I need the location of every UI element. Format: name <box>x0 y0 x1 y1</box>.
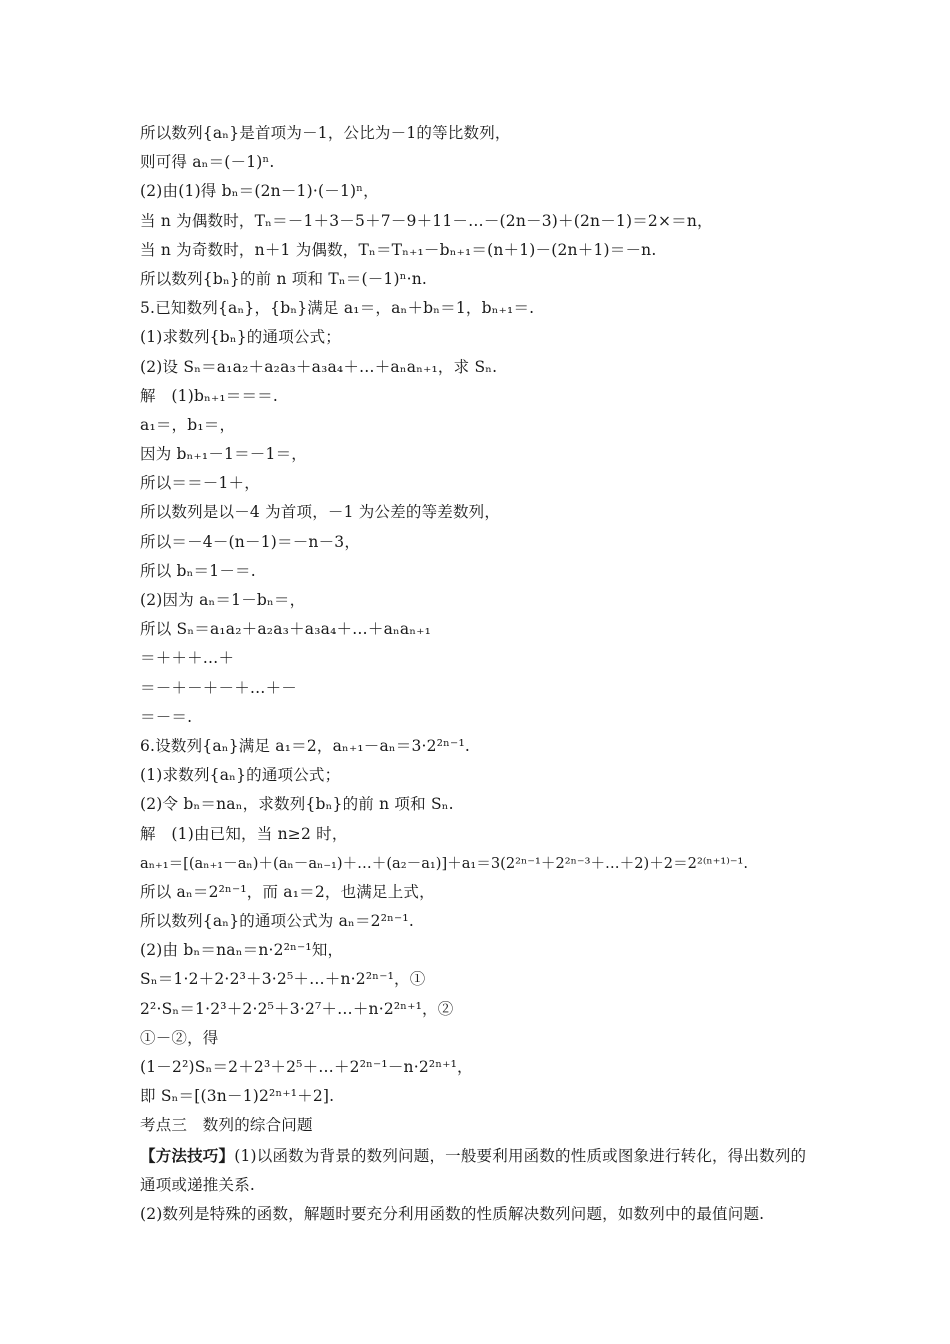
text-line: aₙ₊₁＝[(aₙ₊₁－aₙ)＋(aₙ－aₙ₋₁)＋…＋(a₂－a₁)]＋a₁＝3(2²ⁿ⁻¹＋2²ⁿ⁻³＋…＋2)＋2＝2²⁽ⁿ⁺¹⁾⁻¹. <box>140 854 749 872</box>
text-line: a₁＝，b₁＝， <box>140 415 236 434</box>
text-line: (2)因为 aₙ＝1－bₙ＝， <box>140 591 306 609</box>
text-line: 所以＝－4－(n－1)＝－n－3， <box>140 532 361 551</box>
text-line: 所以 aₙ＝2²ⁿ⁻¹，而 a₁＝2，也满足上式， <box>140 882 435 901</box>
text-line: (1)求数列{aₙ}的通项公式； <box>140 766 341 785</box>
text-line: 所以＝＝－1＋， <box>140 474 260 493</box>
method-tag: 【方法技巧】 <box>140 1145 235 1165</box>
solution-start: 解 (1)bₙ₊₁＝＝＝. <box>140 386 279 405</box>
text-line: ＝＋＋＋…＋ <box>140 649 235 668</box>
text-line: (2)设 Sₙ＝a₁a₂＋a₂a₃＋a₃a₄＋…＋aₙaₙ₊₁，求 Sₙ. <box>140 357 498 376</box>
text-line: 所以数列{bₙ}的前 n 项和 Tₙ＝(－1)ⁿ·n. <box>140 269 428 288</box>
text-line: Sₙ＝1·2＋2·2³＋3·2⁵＋…＋n·2²ⁿ⁻¹，① <box>140 970 426 989</box>
problem-5-statement: 5.已知数列{aₙ}，{bₙ}满足 a₁＝，aₙ＋bₙ＝1，bₙ₊₁＝. <box>140 299 535 318</box>
text-line: 即 Sₙ＝[(3n－1)2²ⁿ⁺¹＋2]. <box>140 1087 335 1106</box>
problem-6-statement: 6.设数列{aₙ}满足 a₁＝2，aₙ₊₁－aₙ＝3·2²ⁿ⁻¹. <box>140 736 470 755</box>
text-line: 所以 Sₙ＝a₁a₂＋a₂a₃＋a₃a₄＋…＋aₙaₙ₊₁ <box>140 620 432 639</box>
solution-start: 解 (1)由已知，当 n≥2 时， <box>140 824 348 843</box>
text-line: 2²·Sₙ＝1·2³＋2·2⁵＋3·2⁷＋…＋n·2²ⁿ⁺¹，② <box>140 999 454 1018</box>
text-line: (1－2²)Sₙ＝2＋2³＋2⁵＋…＋2²ⁿ⁻¹－n·2²ⁿ⁺¹， <box>140 1058 473 1076</box>
text-line: 所以 bₙ＝1－＝. <box>140 561 256 580</box>
text-line: 所以数列是以－4 为首项，－1 为公差的等差数列， <box>140 503 501 522</box>
text-line: (1)求数列{bₙ}的通项公式； <box>140 328 342 347</box>
text-line: 当 n 为奇数时，n＋1 为偶数，Tₙ＝Tₙ₊₁－bₙ₊₁＝(n＋1)－(2n＋1)＝－n. <box>140 240 657 259</box>
text-line: ＝－＋－＋－＋…＋－ <box>140 678 298 697</box>
text-line: 所以数列{aₙ}的通项公式为 aₙ＝2²ⁿ⁻¹. <box>140 912 414 931</box>
method-text-2: (2)数列是特殊的函数，解题时要充分利用函数的性质解决数列问题，如数列中的最值问题. <box>140 1204 765 1223</box>
text-line: ①－②，得 <box>140 1028 219 1047</box>
text-line: (2)由(1)得 bₙ＝(2n－1)·(－1)ⁿ， <box>140 182 379 201</box>
text-line: (2)由 bₙ＝naₙ＝n·2²ⁿ⁻¹知， <box>140 941 344 960</box>
method-tips <box>140 1141 820 1200</box>
document-page <box>140 119 820 1229</box>
text-line: (2)令 bₙ＝naₙ，求数列{bₙ}的前 n 项和 Sₙ. <box>140 795 454 814</box>
text-line: 所以数列{aₙ}是首项为－1，公比为－1的等比数列， <box>140 124 511 142</box>
text-line: 则可得 aₙ＝(－1)ⁿ. <box>140 153 275 172</box>
text-line: 因为 bₙ₊₁－1＝－1＝， <box>140 445 307 464</box>
text-line: ＝－＝. <box>140 707 193 726</box>
section-title: 考点三 数列的综合问题 <box>140 1116 313 1135</box>
method-text: (1)以函数为背景的数列问题，一般要利用函数的性质或图象进行转化，得出数列的通项或递推关系. <box>140 1146 807 1194</box>
text-line: 当 n 为偶数时，Tₙ＝－1＋3－5＋7－9＋11－…－(2n－3)＋(2n－1)＝2×＝n， <box>140 211 713 230</box>
